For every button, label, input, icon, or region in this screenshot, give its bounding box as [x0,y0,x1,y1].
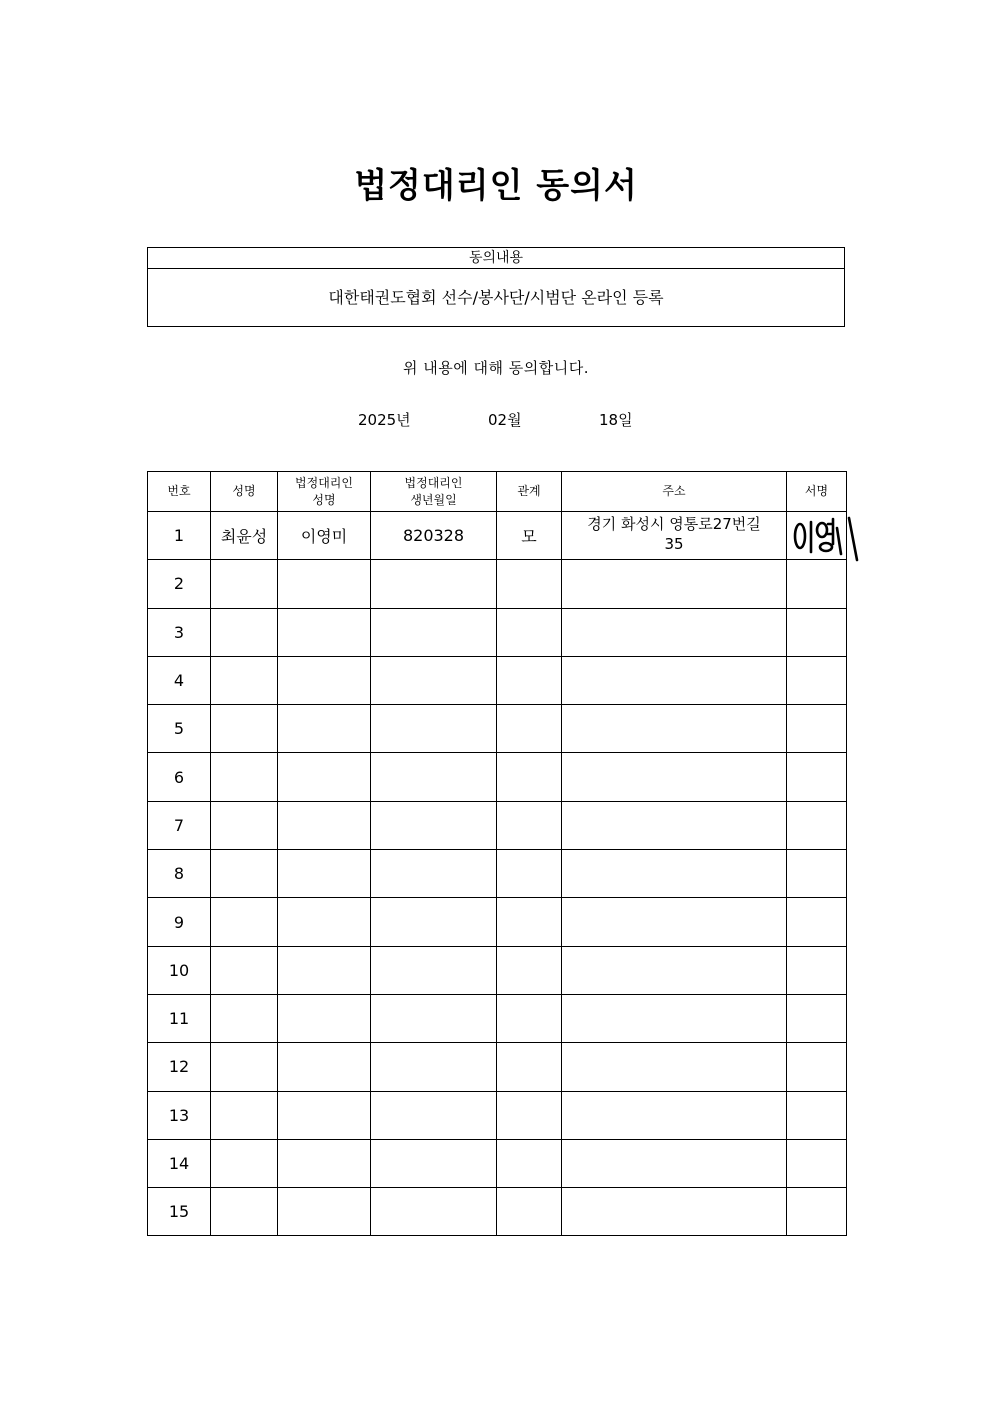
cell-signature [787,705,847,753]
cell-guardian-birth [371,1043,497,1091]
cell-name [211,560,278,608]
cell-guardian-name [278,898,371,946]
cell-guardian-name [278,705,371,753]
table-row [148,801,847,849]
cell-signature [787,1091,847,1139]
cell-address [562,1139,787,1187]
cell-name [211,608,278,656]
cell-guardian-birth [371,608,497,656]
cell-signature [787,753,847,801]
cell-guardian-birth [371,994,497,1042]
cell-address [562,608,787,656]
cell-signature [787,1139,847,1187]
cell-name [211,1188,278,1236]
cell-guardian-name [278,560,371,608]
header-address: 주소 [562,472,787,512]
cell-name [211,898,278,946]
table-row [148,753,847,801]
cell-signature [787,898,847,946]
table-row [148,512,847,560]
cell-guardian-name [278,753,371,801]
cell-guardian-birth [371,850,497,898]
cell-signature [787,1188,847,1236]
cell-name [211,801,278,849]
header-signature: 서명 [787,472,847,512]
cell-guardian-birth [371,705,497,753]
cell-signature [787,560,847,608]
cell-guardian-name [278,1139,371,1187]
cell-relation [497,946,562,994]
cell-no: 13 [148,1091,211,1139]
cell-relation [497,753,562,801]
header-relation: 관계 [497,472,562,512]
cell-no: 1 [148,512,211,560]
cell-relation [497,1188,562,1236]
table-row [148,560,847,608]
cell-name [211,656,278,704]
table-header-row [148,472,847,512]
cell-relation [497,560,562,608]
agreement-statement: 위 내용에 대해 동의합니다. [403,359,589,377]
cell-name [211,705,278,753]
handwritten-signature [791,514,861,562]
cell-address [562,850,787,898]
cell-name [211,1139,278,1187]
table-row [148,946,847,994]
consent-box [147,247,845,327]
cell-relation [497,850,562,898]
header-name: 성명 [211,472,278,512]
cell-guardian-name [278,1188,371,1236]
cell-no: 10 [148,946,211,994]
cell-relation [497,898,562,946]
cell-no: 12 [148,1043,211,1091]
document-title: 법정대리인 동의서 [354,166,638,206]
cell-name [211,753,278,801]
table-row [148,656,847,704]
cell-guardian-birth [371,753,497,801]
cell-address [562,753,787,801]
table-row [148,705,847,753]
cell-no: 8 [148,850,211,898]
table-row [148,1091,847,1139]
cell-address [562,898,787,946]
cell-signature [787,656,847,704]
cell-no: 11 [148,994,211,1042]
cell-address [562,1043,787,1091]
cell-relation [497,1043,562,1091]
cell-signature [787,608,847,656]
cell-name [211,946,278,994]
cell-no: 14 [148,1139,211,1187]
header-guardian-name: 법정대리인 성명 [278,472,371,512]
cell-guardian-name [278,1043,371,1091]
cell-guardian-name [278,656,371,704]
cell-relation [497,994,562,1042]
cell-signature [787,946,847,994]
cell-no: 9 [148,898,211,946]
consent-content: 대한태권도협회 선수/봉사단/시범단 온라인 등록 [328,288,664,307]
date-day: 18일 [599,411,633,429]
cell-no: 2 [148,560,211,608]
cell-name [211,1043,278,1091]
cell-no: 6 [148,753,211,801]
cell-guardian-name [278,994,371,1042]
cell-guardian-name [278,946,371,994]
cell-no: 5 [148,705,211,753]
cell-signature [787,850,847,898]
cell-name [211,850,278,898]
cell-relation [497,1139,562,1187]
table-row [148,1139,847,1187]
cell-address [562,705,787,753]
cell-signature [787,801,847,849]
cell-guardian-birth [371,656,497,704]
table-row [148,608,847,656]
cell-guardian-name [278,850,371,898]
cell-address [562,560,787,608]
table-row [148,898,847,946]
cell-guardian-birth [371,898,497,946]
cell-guardian-birth [371,1188,497,1236]
header-guardian-birth: 법정대리인 생년월일 [371,472,497,512]
cell-name: 최윤성 [211,512,278,560]
cell-relation: 모 [497,512,562,560]
cell-no: 4 [148,656,211,704]
cell-address [562,512,787,560]
date-month: 02월 [488,411,522,429]
cell-guardian-birth: 820328 [371,512,497,560]
table-row [148,1188,847,1236]
guardian-table [147,471,847,1236]
cell-signature [787,1043,847,1091]
cell-guardian-birth [371,560,497,608]
cell-relation [497,801,562,849]
cell-relation [497,608,562,656]
cell-address [562,801,787,849]
cell-relation [497,705,562,753]
cell-guardian-name [278,801,371,849]
address-line: 경기 화성시 영통로27번길 [587,515,761,533]
consent-header: 동의내용 [148,248,844,269]
cell-signature [787,994,847,1042]
table-row [148,850,847,898]
cell-guardian-birth [371,946,497,994]
cell-relation [497,656,562,704]
cell-no: 15 [148,1188,211,1236]
cell-relation [497,1091,562,1139]
cell-signature [787,512,847,560]
cell-no: 3 [148,608,211,656]
cell-address [562,1188,787,1236]
cell-guardian-birth [371,801,497,849]
cell-no: 7 [148,801,211,849]
cell-address [562,994,787,1042]
date-year: 2025년 [358,411,411,429]
cell-name [211,1091,278,1139]
cell-address [562,1091,787,1139]
cell-guardian-birth [371,1139,497,1187]
table-row [148,1043,847,1091]
cell-guardian-name: 이영미 [278,512,371,560]
cell-guardian-birth [371,1091,497,1139]
header-no: 번호 [148,472,211,512]
table-row [148,994,847,1042]
cell-name [211,994,278,1042]
cell-guardian-name [278,608,371,656]
address-line: 35 [664,535,684,553]
cell-address [562,656,787,704]
cell-guardian-name [278,1091,371,1139]
cell-address [562,946,787,994]
